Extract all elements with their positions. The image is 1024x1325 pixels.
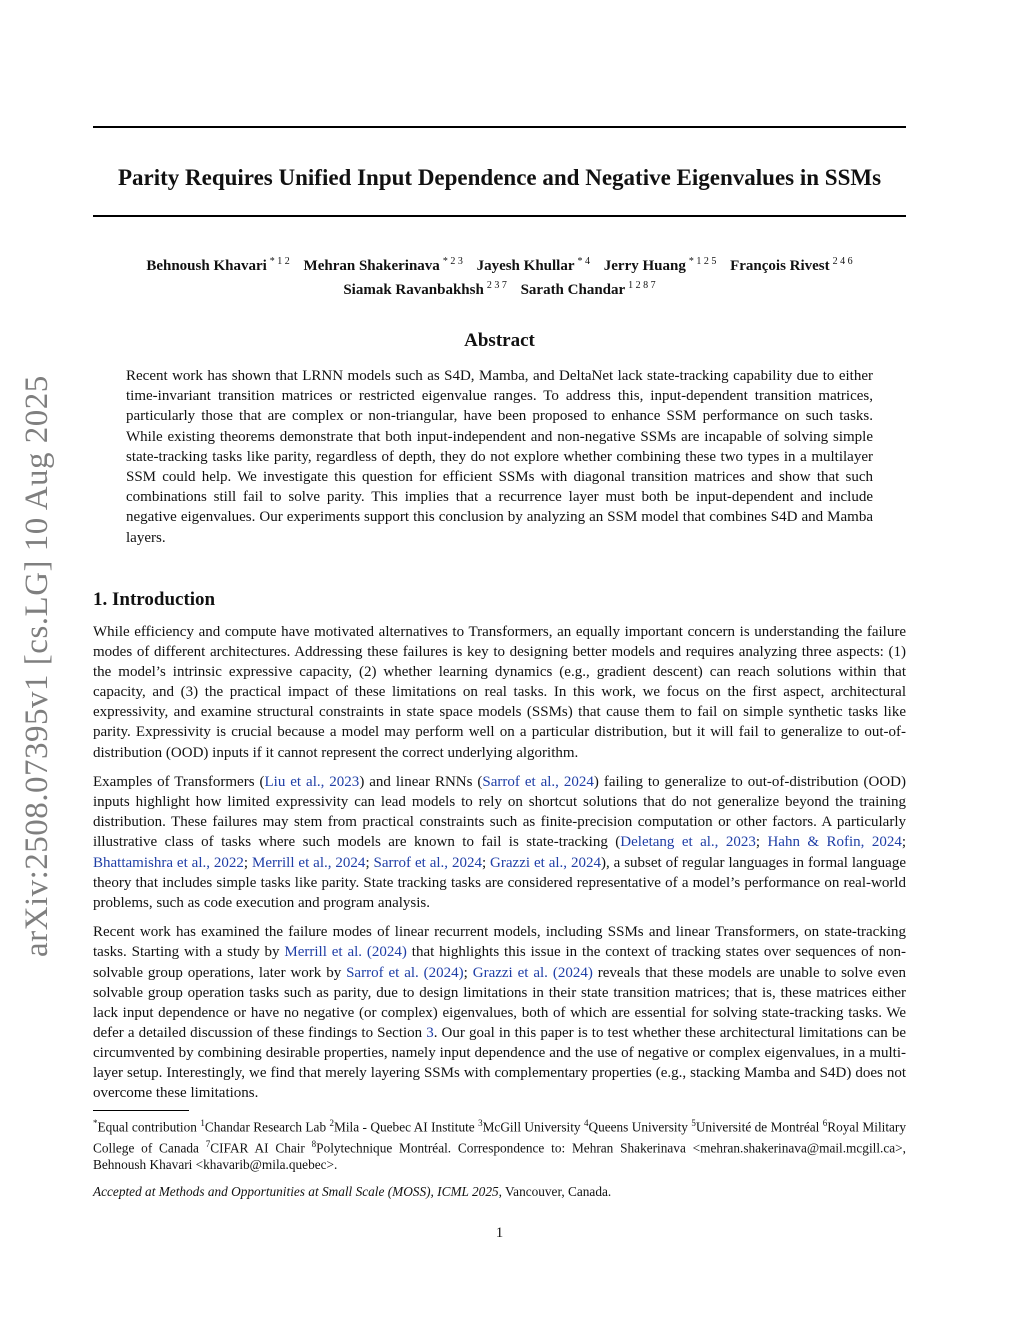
footnote-text: Royal Military College of Canada bbox=[93, 1119, 907, 1156]
footnote-text: Chandar Research Lab bbox=[204, 1119, 330, 1135]
author-name: François Rivest bbox=[730, 258, 830, 274]
title-bottom-rule bbox=[93, 215, 906, 217]
text-run: that highlights this issue in the context of tracking states over sequences of non-solvable group operations, later work by bbox=[93, 944, 906, 981]
venue-location: , Vancouver, Canada. bbox=[498, 1184, 612, 1199]
text-run: Examples of Transformers ( bbox=[93, 774, 265, 791]
author-name: Jayesh Khullar bbox=[476, 258, 575, 274]
text-run: ) failing to generalize to out-of-distribution (OOD) inputs highlight how limited expressivity can lead models to rely on shortcut solutions that do not generalize beyond the training distribution. These failures may stem from practical constraints such as finite-precision computation or other factors. A particularly illustrative class of tasks where such models are known to fail is state-tracking ( bbox=[93, 774, 906, 851]
page-number: 1 bbox=[495, 1225, 504, 1241]
footnote-text: Université de Montréal bbox=[695, 1119, 823, 1135]
text-run: ; bbox=[481, 854, 491, 871]
citation-link[interactable]: Hahn & Rofin, 2024 bbox=[767, 834, 902, 851]
paper-title: Parity Requires Unified Input Dependence and Negative Eigenvalues in SSMs bbox=[117, 165, 882, 190]
introduction-body bbox=[93, 622, 906, 1113]
abstract-heading: Abstract bbox=[464, 330, 535, 351]
text-run: . Our goal in this paper is to test whether these architectural limitations can be circumvented by combining desirable properties, namely input dependence and the use of negative or complex eigenvalues, in a multi-layer setup. Interestingly, we find that merely layering SSMs with complementary properties (e.g., stacking Mamba and S4D) does not overcome these limitations. bbox=[93, 1024, 906, 1102]
citation-link[interactable]: Sarrof et al. (2024) bbox=[346, 964, 464, 981]
citation-link[interactable]: Sarrof et al., 2024 bbox=[373, 854, 482, 871]
footnote-rule bbox=[93, 1110, 189, 1111]
citation-link[interactable]: Deletang et al., 2023 bbox=[620, 834, 756, 851]
text-run: ; bbox=[755, 834, 768, 851]
affiliation-marks: 1 2 8 7 bbox=[628, 280, 656, 291]
affiliations-footnote bbox=[93, 1115, 906, 1174]
footnote-text: Polytechnique Montréal. Correspondence to: Mehran Shakerinava <mehran.shakerinava@mail.mcgill.ca>, Behnoush Khavari <khavarib@mila.quebec>. bbox=[93, 1140, 906, 1173]
author-jerry-huang bbox=[604, 258, 717, 274]
citation-link[interactable]: Liu et al., 2023 bbox=[264, 774, 360, 791]
footnote-text: Equal contribution bbox=[97, 1119, 201, 1135]
footnote-text: CIFAR AI Chair bbox=[210, 1140, 312, 1156]
citation-link[interactable]: Merrill et al. (2024) bbox=[284, 944, 407, 961]
author-list bbox=[93, 252, 906, 300]
author-name: Jerry Huang bbox=[603, 258, 686, 274]
footnote-mark: 7 bbox=[205, 1138, 211, 1149]
text-run: ; bbox=[365, 854, 374, 871]
venue-note bbox=[93, 1183, 906, 1201]
footnote-mark: 1 bbox=[200, 1118, 205, 1128]
venue-name: Accepted at Methods and Opportunities at Small Scale (MOSS), ICML 2025 bbox=[93, 1184, 499, 1199]
author-name: Behnoush Khavari bbox=[146, 258, 267, 274]
abstract-text: Recent work has shown that LRNN models such as S4D, Mamba, and DeltaNet lack state-tracking capability due to either time-invariant transition matrices or restricted eigenvalue ranges. To address this, input-dependent transition matrices, particularly those that are complex or non-triangular, have been proposed to enhance SSM performance on such tasks. While existing theorems demonstrate that both input-independent and non-negative SSMs are incapable of solving simple state-tracking tasks like parity, regardless of depth, they do not explore whether combining these two types in a multilayer SSM could help. We investigate this question for efficient SSMs with diagonal transition matrices and show that such combinations still fail to solve parity. This implies that a recurrence layer must both be input-dependent and include negative eigenvalues. Our experiments support this conclusion by analyzing an SSM model that combines S4D and Mamba layers. bbox=[126, 368, 873, 546]
author-sarath-chandar bbox=[521, 282, 656, 298]
affiliation-marks: * 1 2 5 bbox=[688, 256, 717, 267]
arxiv-identifier-stamp: arXiv:2508.07395v1 [cs.LG] 10 Aug 2025 bbox=[19, 375, 55, 957]
text-run: ; bbox=[463, 964, 473, 981]
text-run: ) and linear RNNs ( bbox=[359, 774, 483, 791]
affiliation-marks: * 2 3 bbox=[442, 256, 463, 267]
affiliation-marks: * 1 2 bbox=[269, 256, 290, 267]
author-jayesh-khullar bbox=[477, 258, 590, 274]
footnote-text: McGill University bbox=[482, 1119, 584, 1135]
footnote-mark: 2 bbox=[329, 1118, 335, 1128]
citation-link[interactable]: Bhattamishra et al., 2022 bbox=[93, 854, 244, 871]
author-behnoush-khavari bbox=[146, 258, 289, 274]
citation-link[interactable]: Sarrof et al., 2024 bbox=[482, 774, 594, 791]
paragraph-3 bbox=[93, 922, 906, 1103]
citation-link[interactable]: Grazzi et al., 2024 bbox=[490, 854, 601, 871]
paragraph-2 bbox=[93, 772, 906, 913]
footnote-mark: 8 bbox=[311, 1138, 317, 1149]
text-run: Recent work has examined the failure modes of linear recurrent models, including SSMs and linear Transformers, on state-tracking tasks. Starting with a study by bbox=[93, 924, 906, 961]
section-reference-link[interactable]: 3 bbox=[426, 1024, 434, 1041]
text-run: reveals that these models are unable to solve even solvable group operation tasks such as parity, due to design limitations in their state transition matrices; that is, these matrices either lack input dependence or have no negative (or complex) eigenvalues, both of which are essential for solving state-tracking tasks. We defer a detailed discussion of these findings to Section bbox=[93, 964, 906, 1041]
author-francois-rivest bbox=[730, 258, 853, 274]
text-run: ; bbox=[243, 854, 253, 871]
author-mehran-shakerinava bbox=[304, 258, 463, 274]
text-run: ; bbox=[901, 834, 907, 851]
author-name: Mehran Shakerinava bbox=[303, 258, 440, 274]
section-heading-introduction: 1. Introduction bbox=[93, 589, 216, 610]
footnote-mark: 4 bbox=[583, 1118, 589, 1128]
citation-link[interactable]: Grazzi et al. (2024) bbox=[472, 964, 593, 981]
author-siamak-ravanbakhsh bbox=[343, 282, 506, 298]
affiliation-marks: 2 3 7 bbox=[486, 280, 507, 291]
author-name: Siamak Ravanbakhsh bbox=[343, 282, 484, 298]
affiliation-marks: * 4 bbox=[577, 256, 590, 267]
title-top-rule bbox=[93, 126, 906, 128]
footnote-mark: 3 bbox=[478, 1118, 483, 1128]
text-run: ), a subset of regular languages in formal language theory that includes simple tasks like parity. State tracking tasks are considered representative of a model’s performance on real-world problems, such as code execution and program analysis. bbox=[93, 854, 907, 911]
footnote-text: Queens University bbox=[588, 1119, 692, 1135]
footnote-mark: * bbox=[93, 1118, 98, 1128]
footnote-text: Mila - Quebec AI Institute bbox=[334, 1119, 479, 1135]
affiliation-marks: 2 4 6 bbox=[832, 256, 853, 267]
citation-link[interactable]: Merrill et al., 2024 bbox=[252, 854, 366, 871]
author-name: Sarath Chandar bbox=[520, 282, 626, 298]
footnote-mark: 5 bbox=[691, 1118, 696, 1128]
paragraph-1: While efficiency and compute have motivated alternatives to Transformers, an equally important concern is understanding the failure modes of different architectures. Addressing these failures is key to designing better models and requires analyzing three aspects: (1) the model’s intrinsic expressive capacity, (2) whether learning dynamics (e.g., gradient descent) can reach solutions within that capacity, and (3) the practical impact of these limitations on real tasks. In this work, we focus on the first aspect, architectural expressivity, and examine structural constraints in state space models (SSMs) that cause them to fail on simple synthetic tasks like parity. Expressivity is crucial because a model may perform well on a particular distribution, but it will fail to generalize to out-of-distribution (OOD) inputs if it cannot represent the correct underlying algorithm. bbox=[93, 624, 906, 761]
footnote-mark: 6 bbox=[822, 1118, 828, 1128]
